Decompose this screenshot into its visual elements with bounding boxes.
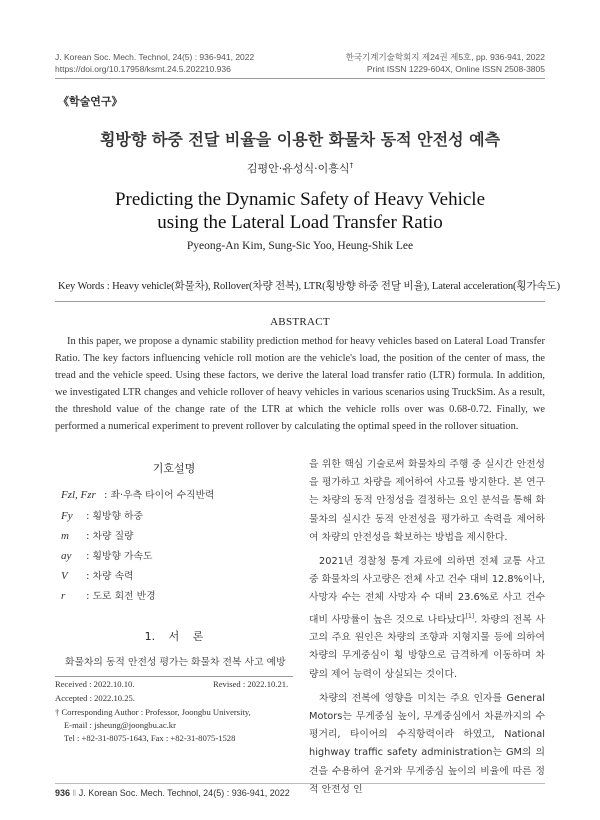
- nomenclature-symbol: ay: [61, 550, 72, 562]
- keywords-divider: [55, 301, 545, 302]
- body-text: [309, 456, 545, 799]
- nomenclature-symbol: m: [61, 530, 69, 542]
- issn-info: Print ISSN 1229-604X, Online ISSN 2508-3805: [366, 64, 545, 74]
- page-number: 936: [55, 788, 71, 798]
- footer-separator-icon: ‖: [72, 788, 77, 798]
- revised-date: Revised : 2022.10.21.: [213, 679, 289, 689]
- title-english-line2: using the Lateral Load Transfer Ratio: [157, 212, 443, 233]
- authors-english: Pyeong-An Kim, Sung-Sic Yoo, Heung-Shik Lee: [186, 240, 414, 252]
- section-heading-introduction: 1. 서 론: [144, 630, 204, 643]
- journal-header-left: [55, 51, 254, 75]
- nomenclature-symbol: r: [61, 590, 66, 602]
- nomenclature-desc: : 차량 질량: [86, 531, 134, 542]
- paragraph-text: . 차량의 전복 사고의 주요 원인은 차량의 조향과 지형지물 등에 의하여 차량의 무게중심이 횡 방향으로 급격하게 이동하며 차량의 제어 능력이 상실되는 것이다.: [309, 613, 545, 680]
- title-english-line1: Predicting the Dynamic Safety of Heavy Vehicle: [114, 189, 486, 210]
- citation-ref[interactable]: [1]: [465, 612, 475, 620]
- author-email[interactable]: E-mail : jsheung@joongbu.ac.kr: [64, 720, 176, 730]
- nomenclature-box: [55, 456, 293, 602]
- title-english: [0, 188, 600, 234]
- paragraph: 차량의 전복에 영향을 미치는 주요 인자를 General Motors는 무게중심 높이, 무게중심에서 차륜까지의 수평거리, 타이어의 수직항력이라 하였고, National highway traffic safety administration는 GM의 의견을 수용하여 윤거와 무게중심 높이의 비율에 따른 정적 안전성 인: [309, 692, 545, 795]
- nomenclature-item: [61, 528, 134, 542]
- keywords: [58, 278, 560, 293]
- nomenclature-desc: : 차량 속력: [86, 571, 134, 582]
- accepted-date: Accepted : 2022.10.25.: [55, 693, 135, 703]
- introduction-text: 화물차의 동적 안전성 평가는 화물차 전복 사고 예방: [65, 657, 286, 668]
- nomenclature-desc: : 횡방향 가속도: [86, 551, 153, 562]
- nomenclature-symbol: V: [61, 570, 68, 582]
- nomenclature-desc: : 횡방향 하중: [86, 511, 143, 522]
- paragraph: 을 위한 핵심 기술로써 화물차의 주행 중 실시간 안전성을 평가하고 차량을 제어하여 사고를 방지한다. 본 연구는 차량의 동적 안정성을 결정하는 요인 분석을 통해 화물차의 실시간 동적 안전성을 평가하고 속력을 제어하여 차량의 안전성을 확보하는 방법을 제시한다.: [309, 459, 545, 543]
- footer-divider: [55, 783, 545, 784]
- paragraph-text: 2021년 경찰청 통계 자료에 의하면 전체 교통 사고 중 화물차의 사고량은 전체 사고 건수 대비 12.8%이나, 사망자 수는 전체 사망자 수 대비 23.6%로 사고 건수 대비 사망률이 높은 것으로 나타났다: [309, 556, 545, 625]
- nomenclature-title: 기호설명: [152, 462, 196, 475]
- nomenclature-symbol: Fzl, Fzr: [61, 489, 96, 501]
- corresponding-author: † Corresponding Author : Professor, Joongbu University,: [55, 707, 251, 717]
- nomenclature-item: [61, 548, 152, 562]
- nomenclature-item: [61, 588, 156, 602]
- journal-citation-ko: 한국기계기술학회지 제24권 제5호, pp. 936-941, 2022: [345, 52, 545, 62]
- keywords-list: Heavy vehicle(화물차), Rollover(차량 전복), LTR(횡방향 하중 전달 비율), Lateral acceleration(횡가속도): [112, 281, 560, 292]
- corresponding-mark: †: [349, 161, 354, 170]
- journal-header-right: [346, 51, 545, 75]
- keywords-label: Key Words :: [58, 281, 110, 292]
- nomenclature-item: [61, 508, 143, 522]
- nomenclature-symbol: Fy: [61, 510, 73, 522]
- page-footer: [55, 788, 290, 798]
- title-korean: 횡방향 하중 전달 비율을 이용한 화물차 동적 안전성 예측: [99, 130, 501, 149]
- footer-citation: J. Korean Soc. Mech. Technol, 24(5) : 936-941, 2022: [78, 788, 290, 798]
- authors-korean-names: 김평안·유성식·이흥식: [246, 162, 350, 175]
- footnote-divider: [55, 676, 293, 677]
- header-divider: [55, 78, 545, 79]
- article-category: 《학술연구》: [58, 95, 123, 108]
- author-phone: Tel : +82-31-8075-1643, Fax : +82-31-8075-1528: [64, 733, 236, 743]
- journal-citation: J. Korean Soc. Mech. Technol, 24(5) : 936-941, 2022: [55, 52, 255, 62]
- abstract-body: In this paper, we propose a dynamic stability prediction method for heavy vehicles based on Lateral Load Transfer Ratio. The key factors influencing vehicle roll motion are the vehicle's load, the position of the center of mass, the tread and the vehicle speed. Using these factors, we derive the lateral load transfer ratio (LTR) formula. In addition, we investigated LTR changes and vehicle rollover of heavy vehicles in various scenarios using TruckSim. As a result, the threshold value of the change rate of the LTR at which the vehicle rolls over was 0.68-0.72. Finally, we performed a numerical experiment to prevent rollover by calculating the optimal speed in the rollover situation.: [55, 336, 545, 432]
- paragraph: [309, 553, 545, 684]
- right-column: [309, 456, 545, 799]
- nomenclature-item: [61, 487, 215, 501]
- nomenclature-item: [61, 568, 134, 582]
- nomenclature-desc: : 도로 회전 반경: [86, 591, 156, 602]
- nomenclature-desc: : 좌·우측 타이어 수직반력: [104, 490, 215, 501]
- abstract-title: ABSTRACT: [270, 316, 330, 328]
- authors-korean: [0, 160, 600, 176]
- received-date: Received : 2022.10.10.: [55, 679, 135, 689]
- doi-link[interactable]: https://doi.org/10.17958/ksmt.24.5.202210.936: [55, 64, 231, 74]
